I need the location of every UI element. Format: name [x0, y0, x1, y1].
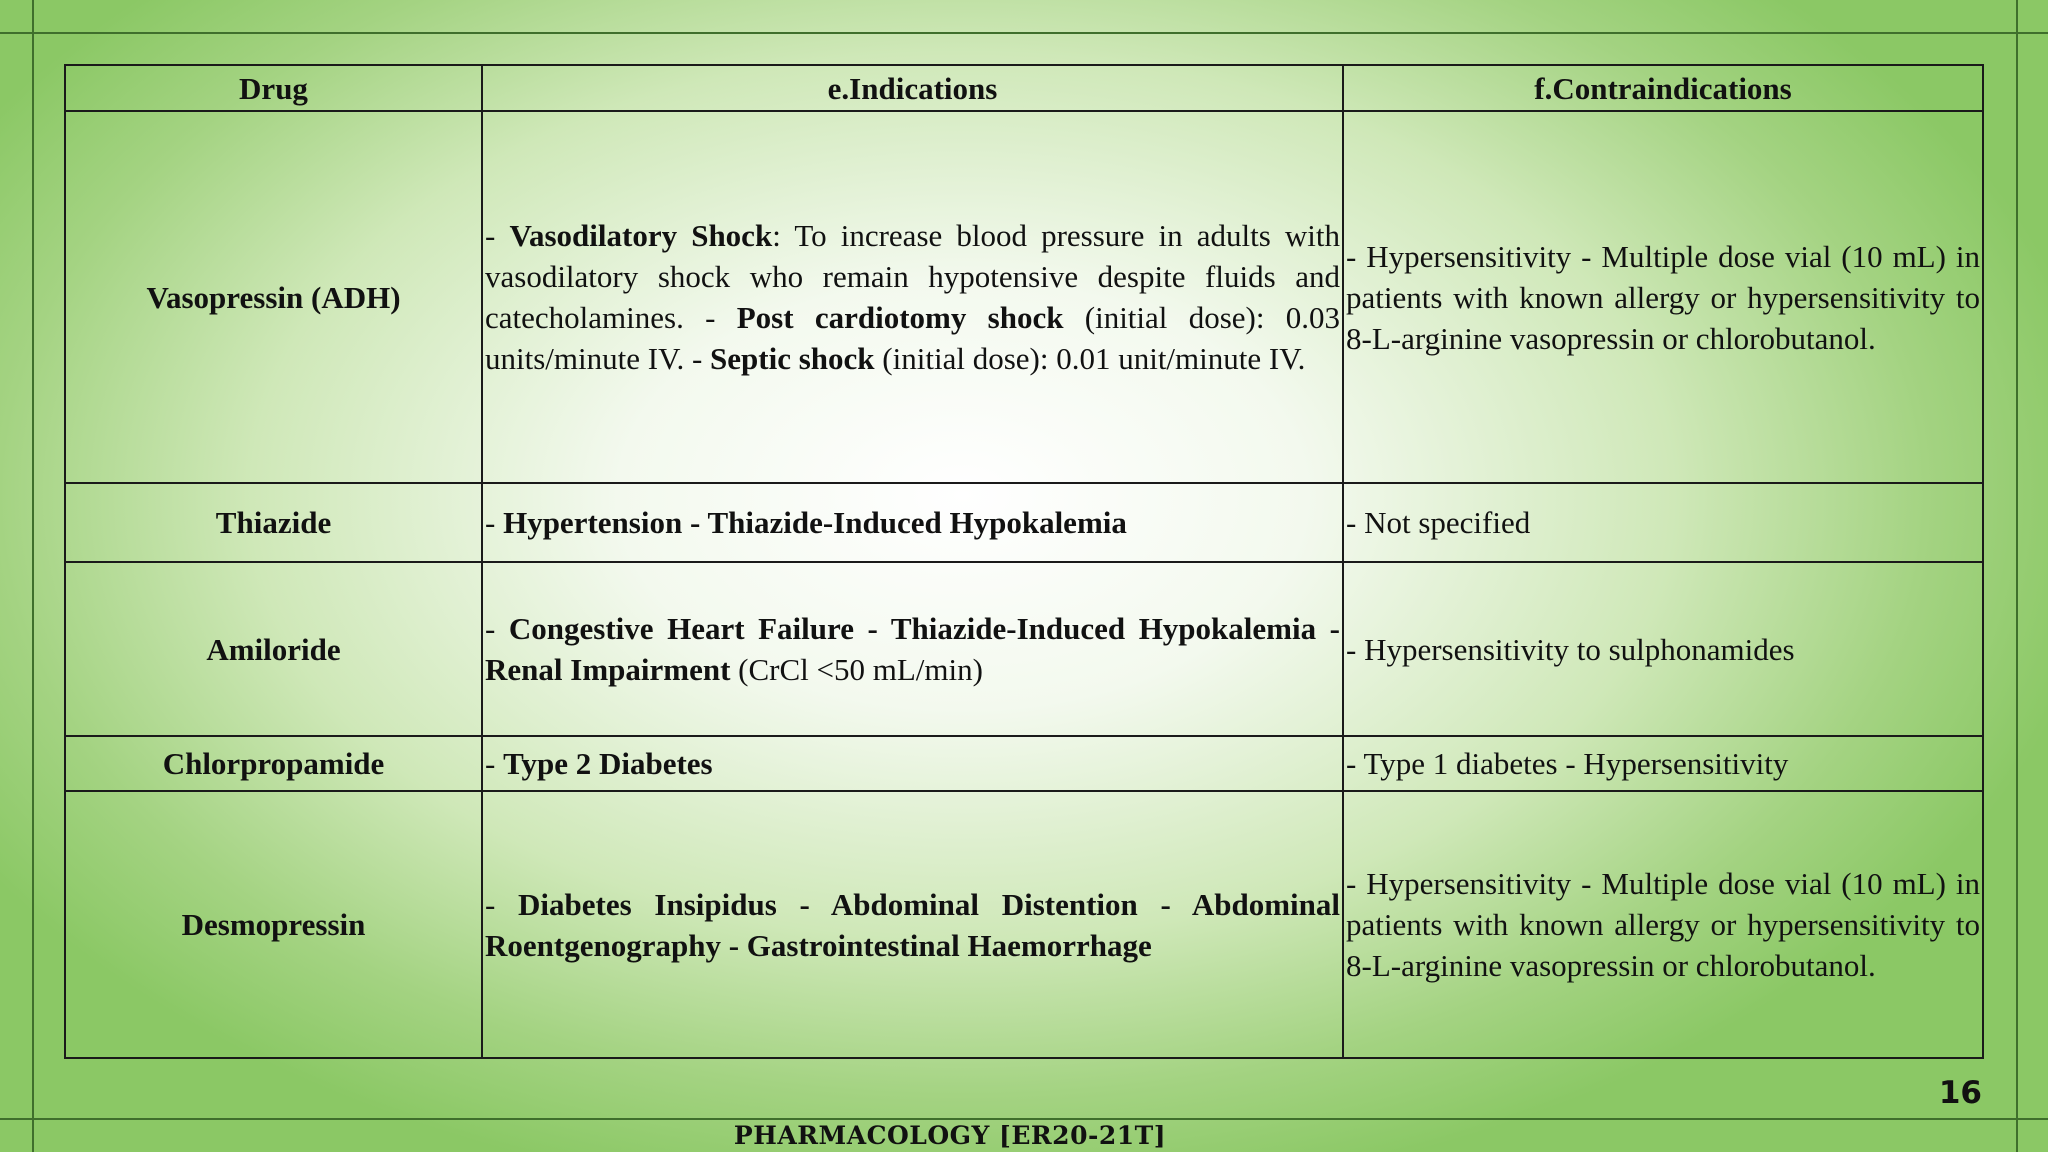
drug-name: Chlorpropamide — [65, 736, 482, 791]
bold-term: Congestive Heart Failure - Thiazide-Induced Hypokalemia - Renal Impairment — [485, 611, 1340, 687]
table-row — [65, 562, 1983, 736]
text-segment: - Hypersensitivity - Multiple dose vial (10 mL) in patients with known allergy or hypersensitivity to 8-L-arginine vasopressin or chlorobutanol. — [1346, 238, 1980, 356]
bold-term: Post cardiotomy shock — [736, 300, 1064, 335]
indications-cell — [482, 736, 1343, 791]
table-row — [65, 791, 1983, 1058]
text-segment: (initial dose): 0.03 units/minute IV. - — [485, 300, 1340, 376]
text-segment: - Hypersensitivity - Multiple dose vial (10 mL) in patients with known allergy or hypersensitivity to 8-L-arginine vasopressin or chlorobutanol. — [1346, 866, 1980, 983]
indications-cell — [482, 562, 1343, 736]
footer-course-title: PHARMACOLOGY [ER20-21T] — [733, 1121, 1167, 1150]
header-row — [65, 65, 1983, 111]
bold-term: Diabetes Insipidus - Abdominal Distention - Abdominal Roentgenography - Gastrointestinal Haemorrhage — [485, 886, 1340, 963]
contraindications-cell — [1343, 562, 1983, 736]
text-segment: - — [485, 505, 504, 540]
text-segment: - — [485, 886, 519, 922]
frame-line-left — [32, 0, 34, 1152]
text-segment: - — [485, 218, 510, 253]
table-row — [65, 111, 1983, 483]
indications-cell — [482, 791, 1343, 1058]
header-indications: e.Indications — [482, 65, 1343, 111]
text-segment: - Type 1 diabetes - Hypersensitivity — [1346, 746, 1789, 781]
text-segment: - Hypersensitivity to sulphonamides — [1346, 631, 1795, 667]
text-segment: - — [485, 746, 504, 781]
bold-term: Vasodilatory Shock — [509, 218, 773, 253]
drug-table — [64, 64, 1984, 1059]
bold-term: Type 2 Diabetes — [503, 746, 713, 781]
contraindications-cell — [1343, 791, 1983, 1058]
drug-name: Thiazide — [65, 483, 482, 562]
text-segment: (initial dose): 0.01 unit/minute IV. — [874, 341, 1306, 376]
indications-cell — [482, 111, 1343, 483]
indications-cell — [482, 483, 1343, 562]
text-segment: - Not specified — [1346, 505, 1531, 540]
contraindications-cell — [1343, 111, 1983, 483]
table-row — [65, 483, 1983, 562]
contraindications-cell — [1343, 483, 1983, 562]
drug-name: Amiloride — [65, 562, 482, 736]
header-contraindications: f.Contraindications — [1343, 65, 1983, 111]
text-segment: (CrCl <50 mL/min) — [730, 652, 983, 687]
frame-line-top — [0, 32, 2048, 34]
text-segment: - — [485, 611, 509, 646]
text-segment: : To increase blood pressure in adults with vasodilatory shock who remain hypotensive despite fluids and catecholamines. - — [485, 218, 1340, 335]
table-row — [65, 736, 1983, 791]
frame-line-right — [2016, 0, 2018, 1152]
bold-term: Hypertension - Thiazide-Induced Hypokalemia — [503, 505, 1127, 540]
frame-line-bottom — [0, 1118, 2048, 1120]
drug-name: Vasopressin (ADH) — [65, 111, 482, 483]
contraindications-cell — [1343, 736, 1983, 791]
header-drug: Drug — [65, 65, 482, 111]
bold-term: Septic shock — [710, 341, 875, 376]
page-number: 16 — [1938, 1075, 1982, 1111]
drug-name: Desmopressin — [65, 791, 482, 1058]
